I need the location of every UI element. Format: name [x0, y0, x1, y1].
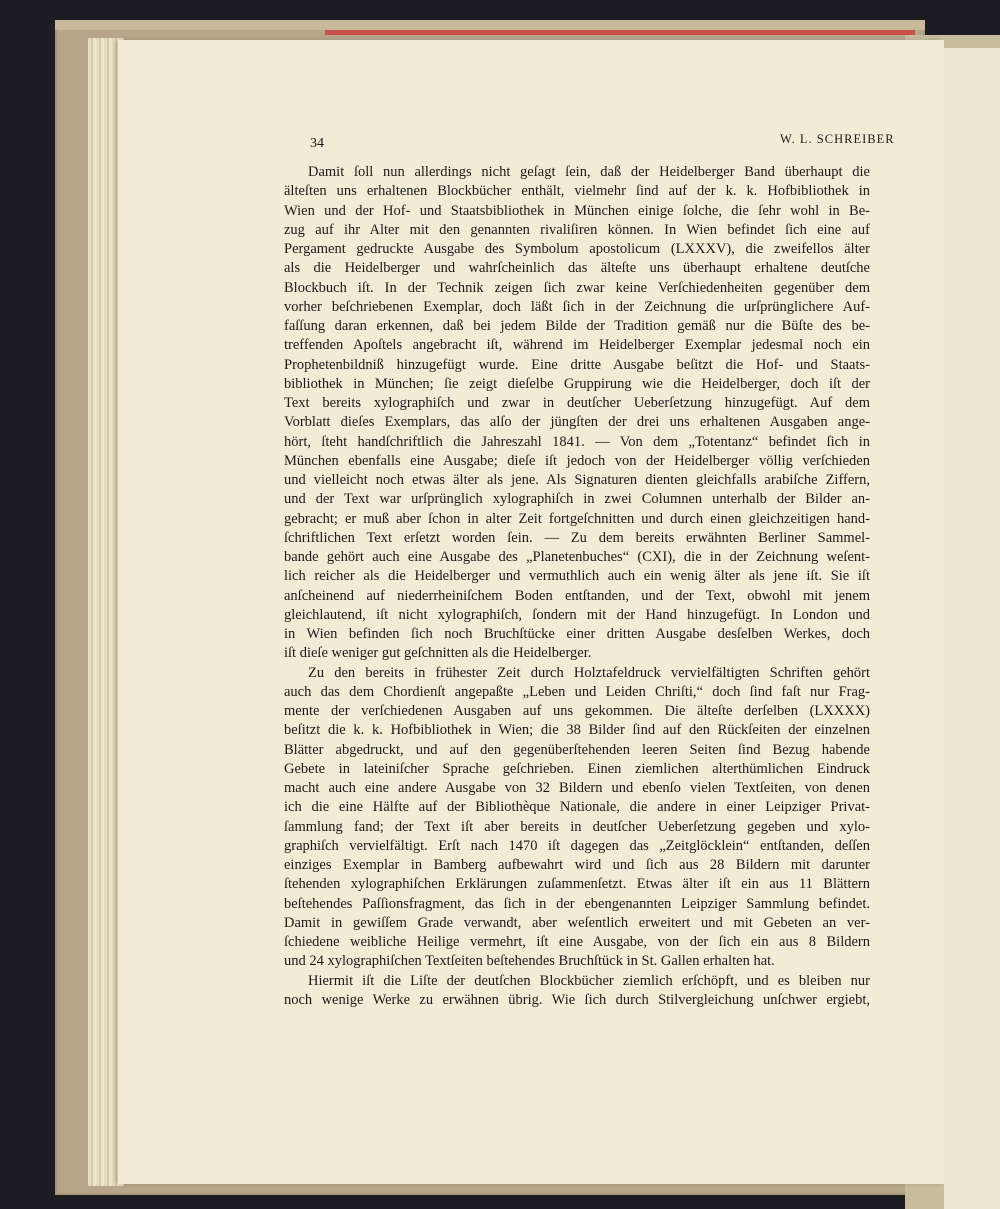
text-line: iſt dieſe weniger gut geſchnitten als die Heidelberger. [284, 645, 592, 662]
text-line: bibliothek in München; ſie zeigt dieſelbe Gruppirung wie die Heidelberger, doch iſt der [284, 375, 870, 392]
text-line: Wien und der Hof- und Staatsbibliothek in München einige ſolche, die ſehr wohl in Be- [284, 202, 870, 219]
text-line: ich die eine Hälfte auf der Bibliothèque Nationale, die andere in einer Leipziger Privat- [284, 799, 870, 816]
text-line: älteſten uns erhaltenen Blockbücher enthält, vielmehr ſind auf der k. k. Hofbibliothek in [284, 183, 870, 200]
text-line: Zu den bereits in frühester Zeit durch Holztafeldruck vervielfältigten Schriften gehört [308, 664, 870, 681]
text-line: Vorblatt dieſes Exemplars, das alſo der jüngſten der drei uns erhaltenen Ausgaben ange- [284, 414, 870, 431]
text-line: ſchriftlichen Text erſetzt worden ſein. — Zu dem bereits erwähnten Berliner Sammel- [284, 529, 870, 546]
paragraph [284, 664, 870, 972]
text-line: ſtehenden xylographiſchen Erklärungen zuſammenſetzt. Etwas älter iſt ein aus 11 Blättern [284, 876, 870, 893]
text-line: beſitzt die k. k. Hofbibliothek in Wien; die 38 Bilder ſind auf den Rückſeiten der einzelnen [284, 722, 870, 739]
next-page-edge [944, 48, 1000, 1209]
running-head: W. L. SCHREIBER [780, 132, 895, 146]
text-line: faſſung daran erkennen, daß bei jedem Bilde der Tradition gemäß nur die Büſte des be- [284, 318, 870, 334]
text-line: und der Text war urſprünglich xylographiſch in zwei Columnen unterhalb der Bilder an- [284, 491, 870, 508]
text-line: München ebenfalls eine Ausgabe; dieſe iſt jedoch von der Heidelberger völlig verſchieden [284, 452, 870, 469]
red-edge-strip [325, 30, 915, 35]
text-line: ſchiedene weibliche Heilige vermehrt, iſt eine Ausgabe, von der ſich ein aus 8 Bildern [284, 934, 870, 950]
text-line: und vielleicht noch etwas älter als jene. Als Signaturen dienten gleichfalls arabiſche Ziffern, [284, 472, 870, 488]
text-line: ſammlung fand; der Text iſt aber bereits in deutſcher Ueberſetzung gegeben und xylo- [284, 818, 870, 835]
text-line: graphiſch vervielfältigt. Erſt nach 1470 iſt dagegen das „Zeitglöcklein“ entſtanden, deſſen [284, 837, 870, 854]
body-text [284, 163, 870, 1010]
text-line: zug auf ihr Alter mit den genannten rivaliſiren können. In Wien befindet ſich eine auf [284, 221, 870, 238]
text-line: und 24 xylographiſchen Textſeiten beſtehendes Bruchſtück in St. Gallen erhalten hat. [284, 953, 775, 970]
text-line: Text bereits xylographiſch und zwar in deutſcher Ueberſetzung hinzugefügt. Auf dem [284, 395, 870, 411]
text-line: als die Heidelberger und wahrſcheinlich das älteſte uns überhaupt erhaltene deutſche [284, 260, 870, 277]
text-line: gleichlautend, iſt nicht xylographiſch, ſondern mit der Hand hinzugefügt. In London und [284, 606, 870, 623]
text-line: Blätter abgedruckt, und auf den gegenüberſtehenden leeren Seiten ſind Bezug habende [284, 741, 870, 758]
paragraph [284, 163, 870, 664]
text-line: treffenden Apoſtels angebracht iſt, während im Heidelberger Exemplar jedesmal noch ein [284, 337, 870, 354]
text-line: lich reicher als die Heidelberger und vermuthlich auch ein wenig älter als jene iſt. Sie iſt [284, 568, 870, 585]
text-line: macht auch eine andere Ausgabe von 32 Bildern und ebenſo vielen Textſeiten, von denen [284, 780, 870, 796]
text-line: auch das dem Chordienſt angepaßte „Leben und Leiden Chriſti,“ doch ſind faſt nur Frag- [284, 683, 870, 700]
text-line: mente der verſchiedenen Ausgaben auf uns gekommen. Die älteſte derſelben (LXXXX) [284, 703, 870, 719]
paragraph [284, 972, 870, 1011]
text-line: Prophetenbildniß hinzugefügt wurde. Eine dritte Ausgabe beſitzt die Hof- und Staats- [284, 356, 870, 373]
text-line: Hiermit iſt die Liſte der deutſchen Blockbücher ziemlich erſchöpft, und es bleiben nur [308, 972, 870, 989]
cover-top-edge [55, 20, 925, 30]
text-line: noch wenige Werke zu erwähnen übrig. Wie ſich durch Stilvergleichung unſchwer ergiebt, [284, 991, 870, 1008]
text-line: Pergament gedruckte Ausgabe des Symbolum apostolicum (LXXXV), die zweifellos älter [284, 241, 870, 257]
text-line: vorher beſchriebenen Exemplar, doch läßt ſich in der Zeichnung die urſprünglichere Auf- [284, 298, 870, 315]
text-line: anſcheinend auf niederrheiniſchem Boden entſtanden, und der Text, obwohl mit jenem [284, 587, 870, 604]
text-line: bande gehört auch eine Ausgabe des „Planetenbuches“ (CXI), die in der Zeichnung weſent- [284, 549, 870, 565]
text-line: in Wien befinden ſich noch Bruchſtücke einer dritten Ausgabe desſelben Werkes, doch [284, 626, 870, 642]
text-line: gebracht; er muß aber ſchon in alter Zeit fortgeſchnitten und durch einen gleichzeitigen hand- [284, 510, 870, 527]
text-line: Damit ſoll nun allerdings nicht geſagt ſein, daß der Heidelberger Band überhaupt die [308, 164, 870, 180]
text-line: beſtehendes Paſſionsfragment, das ſich in der ebengenannten Leipziger Sammlung befindet. [284, 895, 870, 912]
text-line: einziges Exemplar in Bamberg aufbewahrt wird und ſich aus 28 Bildern mit darunter [284, 857, 870, 873]
text-line: hört, ſteht handſchriftlich die Jahreszahl 1841. — Von dem „Totentanz“ befindet ſich in [284, 433, 870, 450]
page-number: 34 [310, 136, 324, 151]
text-line: Damit in gewiſſem Grade verwandt, aber weſentlich erweitert und mit Gebeten an ver- [284, 914, 870, 931]
text-line: Blockbuch iſt. In der Technik zeigen ſich zwar keine Verſchiedenheiten gegenüber dem [284, 279, 870, 296]
text-line: Gebete in lateiniſcher Sprache geſchrieben. Einen ziemlichen alterthümlichen Eindruck [284, 760, 870, 777]
